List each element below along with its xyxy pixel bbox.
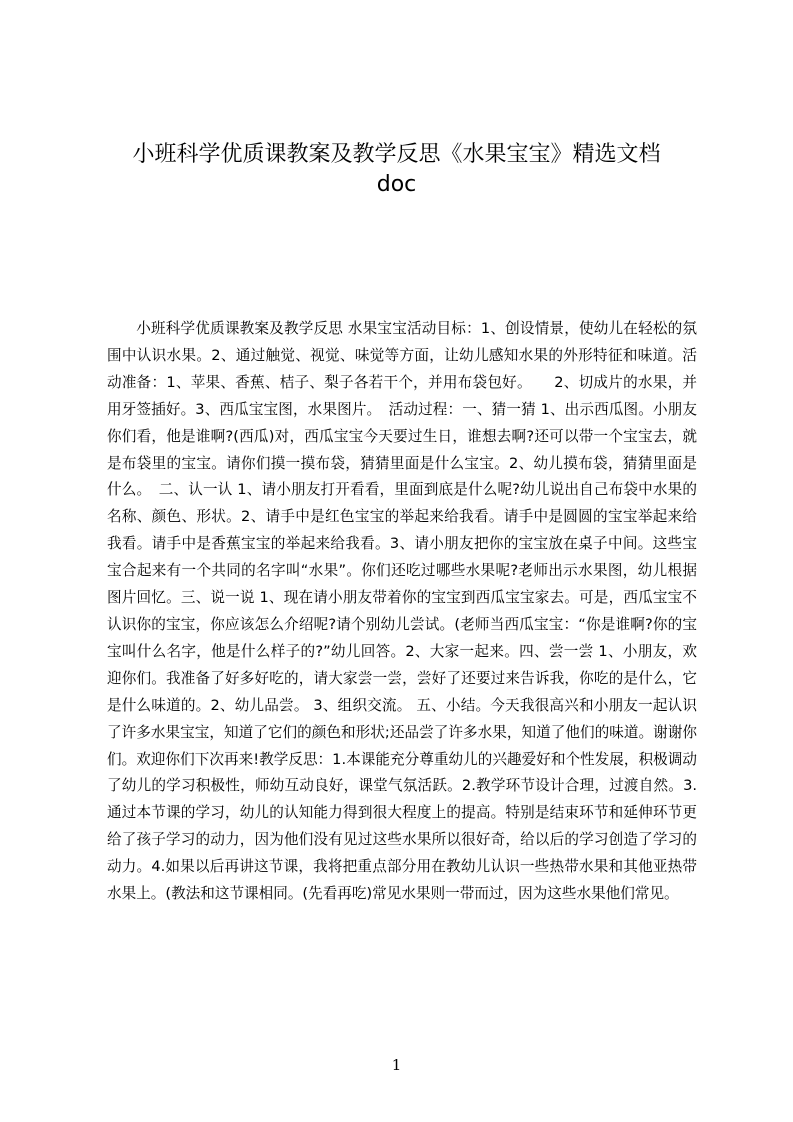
document-title-line-1: 小班科学优质课教案及教学反思《水果宝宝》精选文档	[132, 142, 661, 167]
document-title-line-2: doc	[376, 172, 417, 197]
page-number: 1	[391, 1056, 402, 1074]
document-body-paragraph: 小班科学优质课教案及教学反思 水果宝宝活动目标：1、创设情景，使幼儿在轻松的氛围中认识水果。2、通过触觉、视觉、味觉等方面，让幼儿感知水果的外形特征和味道。活动准备：1、苹果、香蕉、桔子、梨子各若干个，并用布袋包好。 2、切成片的水果，并用牙签插好。3、西瓜宝宝图，水果图片。 活动过程：一、猜一猜 1、出示西瓜图。小朋友你们看，他是谁啊?(西瓜)对，西瓜宝宝今天要过生日，谁想去啊?还可以带一个宝宝去，就是布袋里的宝宝。请你们摸一摸布袋，猜猜里面是什么宝宝。2、幼儿摸布袋，猜猜里面是什么。 二、认一认 1、请小朋友打开看看，里面到底是什么呢?幼儿说出自己布袋中水果的名称、颜色、形状。2、请手中是红色宝宝的举起来给我看。请手中是圆圆的宝宝举起来给我看。请手中是香蕉宝宝的举起来给我看。3、请小朋友把你的宝宝放在桌子中间。这些宝宝合起来有一个共同的名字叫“水果”。你们还吃过哪些水果呢?老师出示水果图，幼儿根据图片回忆。三、说一说 1、现在请小朋友带着你的宝宝到西瓜宝宝家去。可是，西瓜宝宝不认识你的宝宝，你应该怎么介绍呢?请个别幼儿尝试。(老师当西瓜宝宝：“你是谁啊?你的宝宝叫什么名字，他是什么样子的?”幼儿回答。2、大家一起来。四、尝一尝 1、小朋友，欢迎你们。我准备了好多好吃的，请大家尝一尝，尝好了还要过来告诉我，你吃的是什么，它是什么味道的。2、幼儿品尝。 3、组织交流。 五、小结。今天我很高兴和小朋友一起认识了许多水果宝宝，知道了它们的颜色和形状;还品尝了许多水果，知道了他们的味道。谢谢你们。欢迎你们下次再来!教学反思：1.本课能充分尊重幼儿的兴趣爱好和个性发展，积极调动了幼儿的学习积极性，师幼互动良好，课堂气氛活跃。2.教学环节设计合理，过渡自然。3.通过本节课的学习，幼儿的认知能力得到很大程度上的提高。特别是结束环节和延伸环节更给了孩子学习的动力，因为他们没有见过这些水果所以很好奇，给以后的学习创造了学习的动力。4.如果以后再讲这节课，我将把重点部分用在教幼儿认识一些热带水果和其他亚热带水果上。(教法和这节课相同。(先看再吃)常见水果则一带而过，因为这些水果他们常见。	[107, 320, 697, 903]
document-title	[60, 140, 733, 200]
